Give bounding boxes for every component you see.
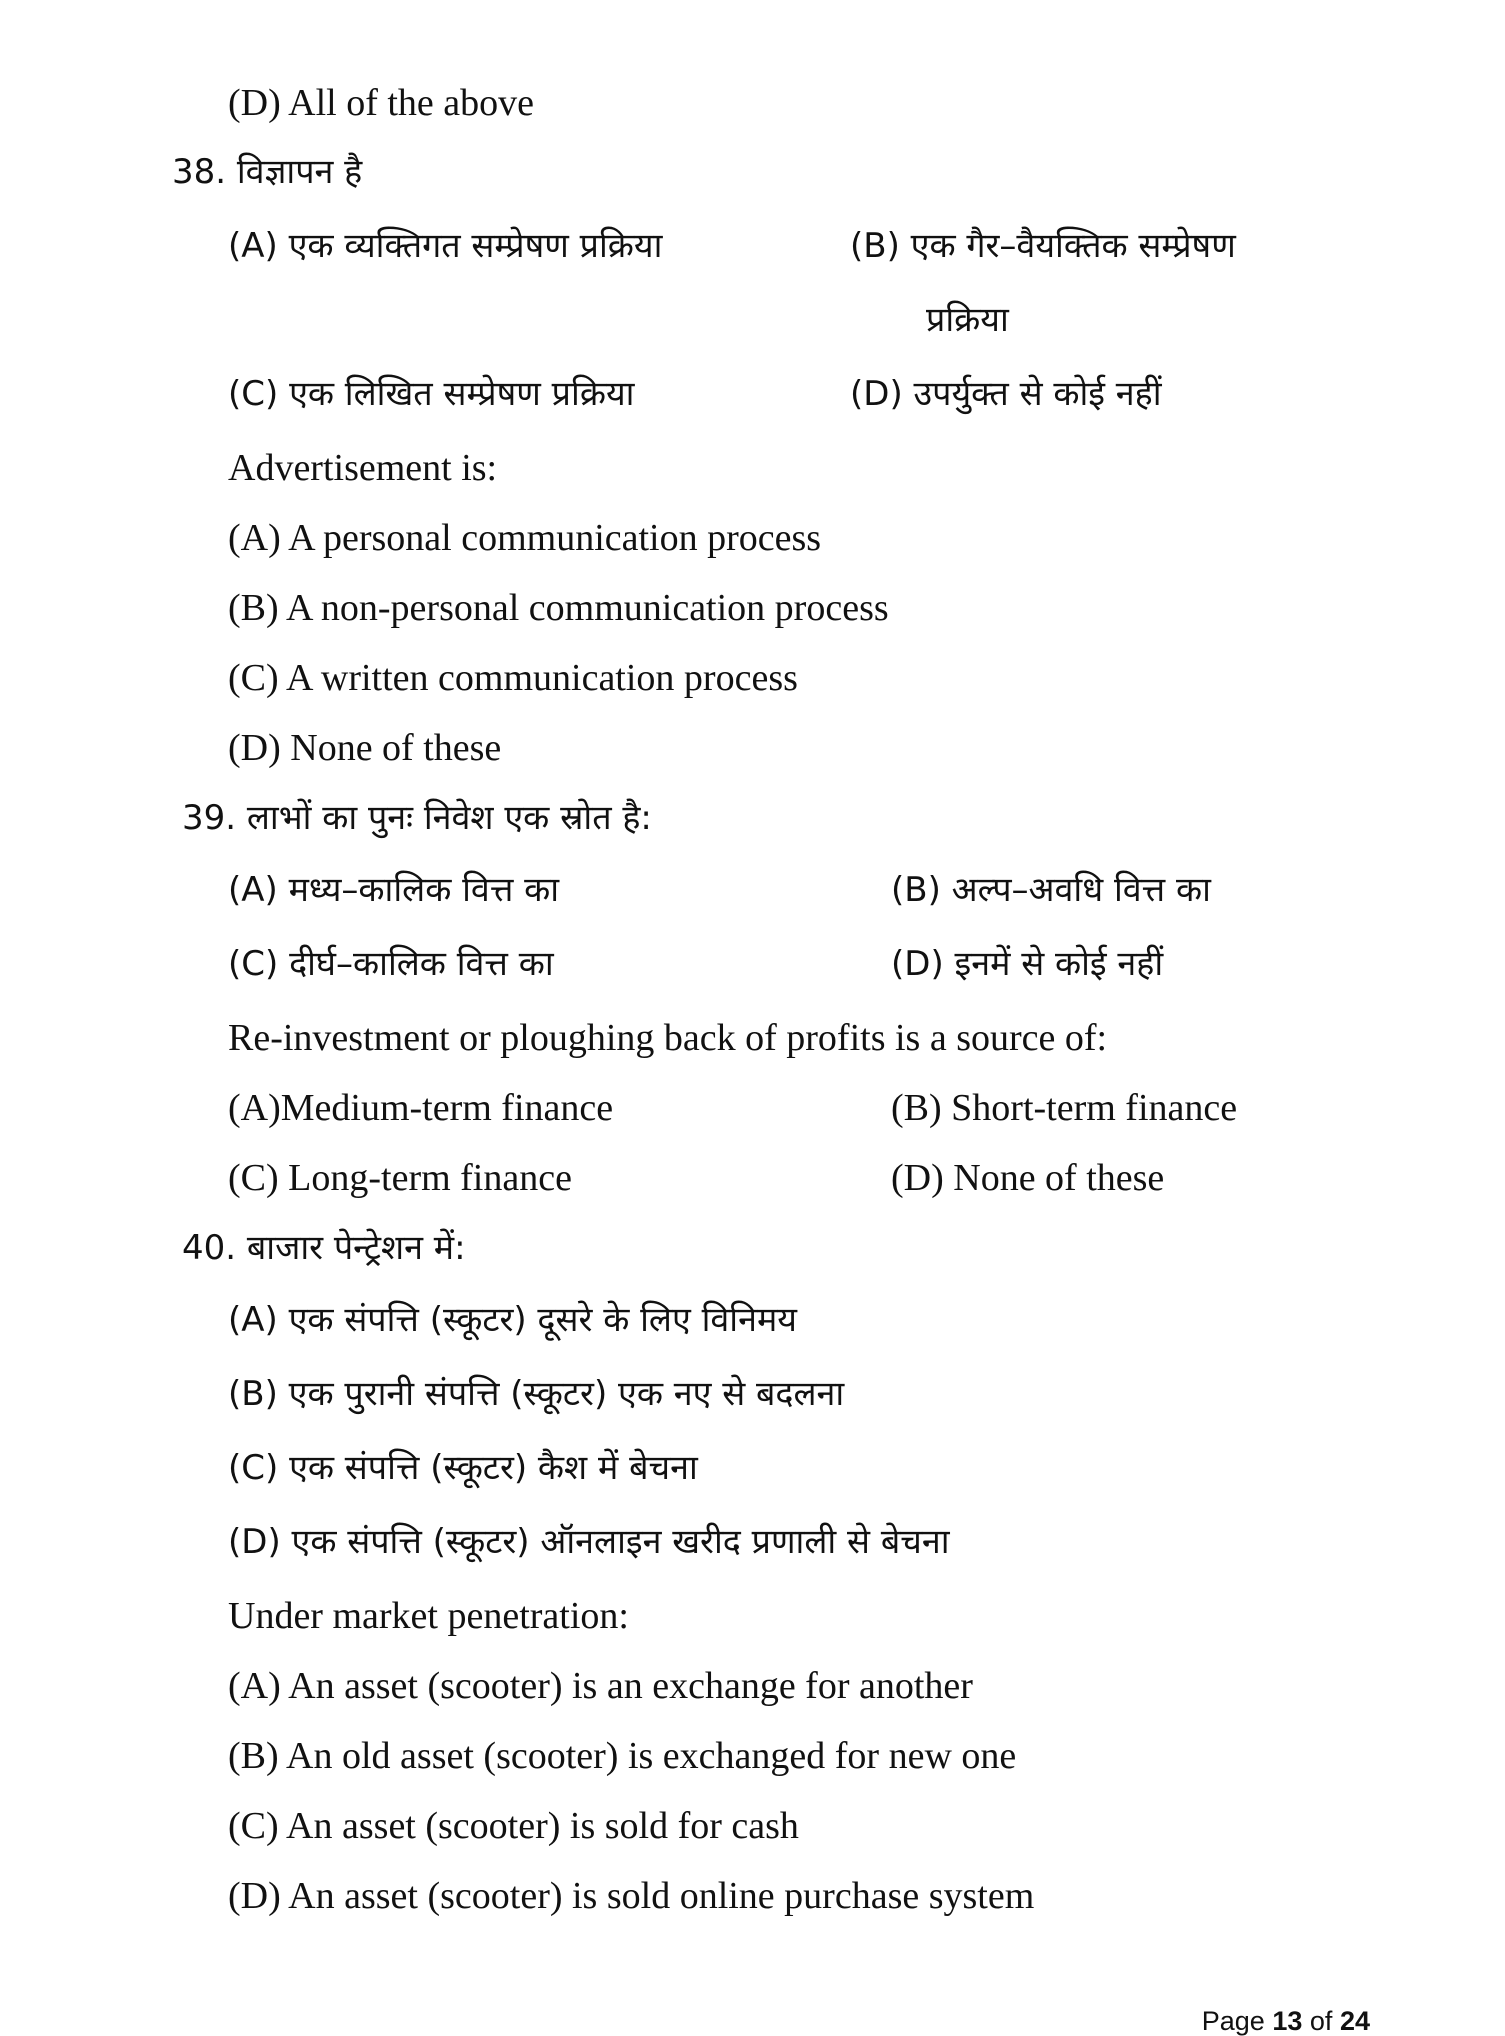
q38-option-b-hindi-cont: प्रक्रिया — [926, 300, 1009, 340]
q40-option-c-hindi: (C) एक संपत्ति (स्कूटर) कैश में बेचना — [228, 1448, 698, 1488]
q39-option-c-english: (C) Long-term finance — [228, 1157, 572, 1199]
q38-option-a-english: (A) A personal communication process — [228, 517, 822, 559]
q39-option-d-hindi: (D) इनमें से कोई नहीं — [891, 944, 1164, 984]
q39-option-c-hindi: (C) दीर्घ–कालिक वित्त का — [228, 944, 554, 984]
page-footer — [1202, 2006, 1370, 2036]
q39-option-a-hindi: (A) मध्य–कालिक वित्त का — [228, 870, 560, 910]
q39-option-b-hindi: (B) अल्प–अवधि वित्त का — [891, 870, 1211, 910]
footer-of-word: of — [1309, 2006, 1333, 2036]
q40-option-d-english: (D) An asset (scooter) is sold online purchase system — [228, 1875, 1035, 1917]
q38-option-b-hindi: (B) एक गैर–वैयक्तिक सम्प्रेषण — [850, 226, 1236, 266]
q38-option-d-hindi: (D) उपर्युक्त से कोई नहीं — [850, 374, 1162, 414]
q40-option-a-english: (A) An asset (scooter) is an exchange for another — [228, 1665, 973, 1707]
q38-option-b-english: (B) A non-personal communication process — [228, 587, 889, 629]
question-40-hindi: 40. बाजार पेन्ट्रेशन में: — [182, 1228, 466, 1268]
q40-option-b-english: (B) An old asset (scooter) is exchanged for new one — [228, 1735, 1017, 1777]
q40-option-c-english: (C) An asset (scooter) is sold for cash — [228, 1805, 799, 1847]
question-39-english: Re-investment or ploughing back of profits is a source of: — [228, 1017, 1108, 1059]
q38-option-c-hindi: (C) एक लिखित सम्प्रेषण प्रक्रिया — [228, 374, 635, 414]
q38-option-a-hindi: (A) एक व्यक्तिगत सम्प्रेषण प्रक्रिया — [228, 226, 663, 266]
q40-option-b-hindi: (B) एक पुरानी संपत्ति (स्कूटर) एक नए से बदलना — [228, 1374, 845, 1414]
q40-option-a-hindi: (A) एक संपत्ति (स्कूटर) दूसरे के लिए विनिमय — [228, 1300, 798, 1340]
question-38-hindi: 38. विज्ञापन है — [172, 152, 363, 192]
question-40-english: Under market penetration: — [228, 1595, 629, 1637]
footer-page-total: 24 — [1339, 2006, 1370, 2036]
q39-option-d-english: (D) None of these — [891, 1157, 1165, 1199]
q38-option-d-english: (D) None of these — [228, 727, 502, 769]
question-38-english: Advertisement is: — [228, 447, 498, 489]
q39-option-a-english: (A)Medium-term finance — [228, 1087, 614, 1129]
question-39-hindi: 39. लाभों का पुनः निवेश एक स्रोत है: — [182, 798, 652, 838]
q38-option-c-english: (C) A written communication process — [228, 657, 798, 699]
q39-option-b-english: (B) Short-term finance — [891, 1087, 1238, 1129]
footer-page-number: 13 — [1272, 2006, 1303, 2036]
option-d-prev: (D) All of the above — [228, 82, 535, 124]
footer-page-word: Page — [1201, 2006, 1265, 2036]
q40-option-d-hindi: (D) एक संपत्ति (स्कूटर) ऑनलाइन खरीद प्रणाली से बेचना — [228, 1522, 950, 1562]
